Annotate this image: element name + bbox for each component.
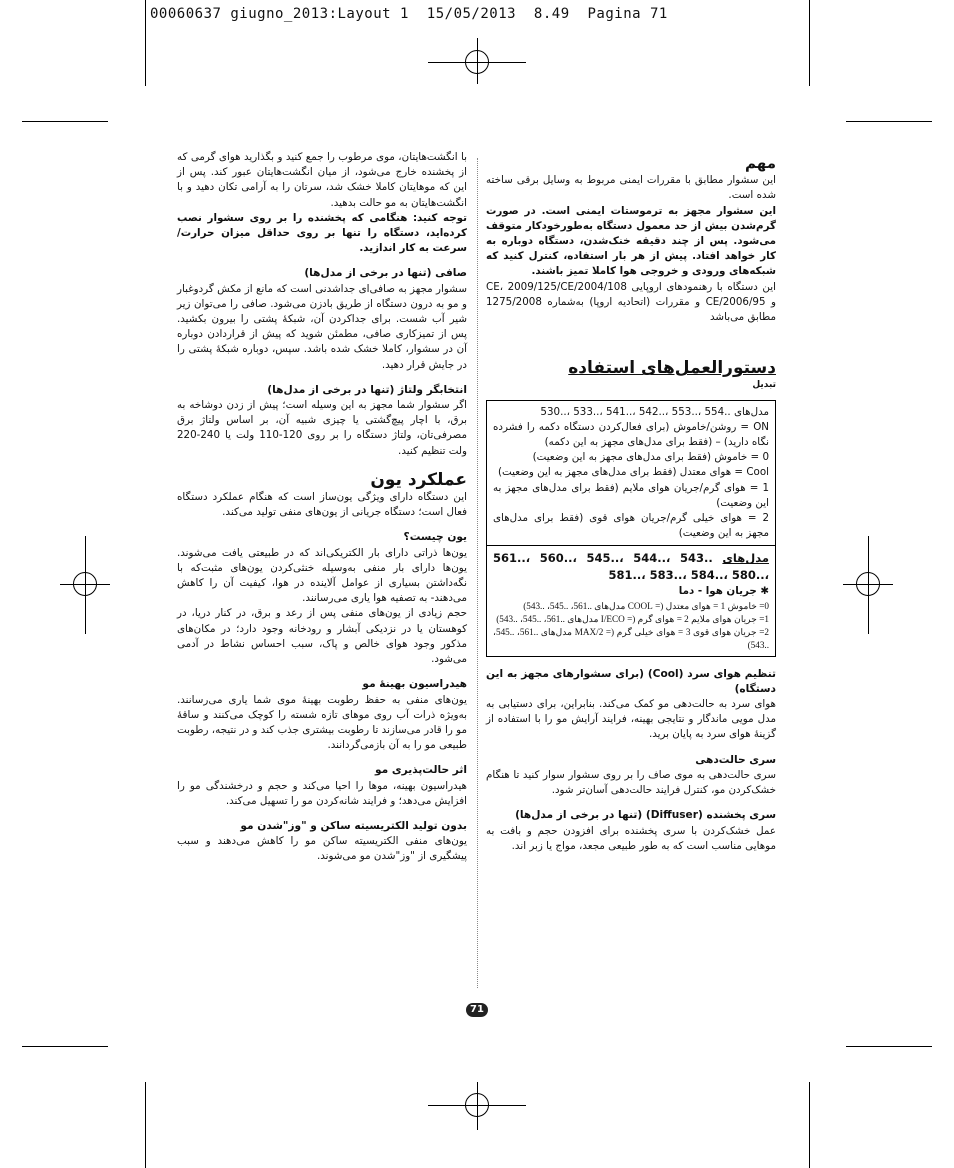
nozzle-title: سری حالت‌دهی <box>695 753 776 766</box>
right-column <box>486 156 776 854</box>
switch-row: 1 = هوای گرم/جریان هوای ملایم (فقط برای مدل‌های مجهز به این وضعیت) <box>493 481 769 509</box>
filter-paragraph: سشوار مجهز به صافی‌ای جداشدنی است که مانع از مکش گردوغبار و مو به درون دستگاه از طریق بادزن می‌شود. صافی را می‌توان زیر شیر آب شست. برای جداکردن آن، شبکهٔ پشتی را بیرون بکشید. پس از تمیزکاری صافی، مطمئن شوید که پیش از قراردادن دوباره آن در سشوار، کاملا خشک شده باشد. سپس، دوباره شبکهٔ پشتی را در جایش قرار دهید. <box>177 282 467 371</box>
cool-title: تنظیم هوای سرد (Cool) (برای سشوارهای مجهز به این دستگاه) <box>486 667 776 695</box>
models-list: ..543 ،..544 ،..545 ،..560 ،..561 ،..580 ،..584 ،..583 ،..581 <box>493 551 769 583</box>
ion-title: عملکرد یون <box>370 469 467 490</box>
hydration-title: هیدراسیون بهینهٔ مو <box>362 678 467 691</box>
switch-row: مدل‌های ..554 ،..553 ،..542 ،..541 ،..533 ،..530 <box>540 405 769 418</box>
what-is-ion-paragraph: یون‌ها ذراتی دارای بار الکتریکی‌اند که در طبیعتی یافت می‌شوند. یون‌ها دارای بار منفی به‌وسیله خنثی‌کردن یون‌های مثبت‌که با نگه‌داشتن بسیاری از عوامل آلاینده در هوا، کیفیت آن را کاهش می‌دهند- به تصفیه هوا یاری می‌رسانند. <box>177 546 467 605</box>
registration-mark <box>465 50 489 74</box>
diffuser-title: سری پخشنده (Diffuser) (تنها در برخی از مدل‌ها) <box>515 809 776 822</box>
page-number: 71 <box>466 1003 488 1017</box>
switch-row: 2 = هوای خیلی گرم/جریان هوای قوی (فقط برای مدل‌های مجهز به این وضعیت) <box>493 512 769 540</box>
cool-paragraph: هوای سرد به حالت‌دهی مو کمک می‌کند. بنابراین، برای دستیابی به مدل مویی ماندگار و نتایجی بهینه، فرایند آرایش مو را با استفاده از گزینهٔ هوای سرد به پایان برید. <box>486 698 776 741</box>
diffuser-note: توجه کنید: هنگامی که پخشنده را بر روی سشوار نصب کرده‌اید، دستگاه را تنها بر روی حداقل میزان حرارت/سرعت به کار اندازید. <box>177 211 467 255</box>
thermostat-paragraph: این سشوار مجهز به ترموستات ایمنی است. در صورت گرم‌شدن بیش از حد معمول دستگاه به‌طورخودکار متوقف می‌شود. پس از چند دقیقه خنک‌شدن، دستگاه دوباره به کار خواهد افتاد. پیش از هر بار استفاده، کنترل کنید که شبکه‌های ورودی و خروجی هوا کاملا تمیز باشند. <box>486 204 776 278</box>
crop-mark <box>846 1046 932 1047</box>
styling-title: اثر حالت‌پذیری مو <box>375 764 467 777</box>
safety-paragraph: این سشوار مطابق با مقررات ایمنی مربوط به وسایل برقی ساخته شده است. <box>486 174 776 202</box>
styling-paragraph: هیدراسیون بهینه، موها را احیا می‌کند و حجم و درخشندگی مو را افزایش می‌دهد؛ و فرایند شانه‌کردن مو را تسهیل می‌کند. <box>177 779 467 807</box>
ion-paragraph: این دستگاه دارای ویژگی یون‌ساز است که هنگام عملکرد دستگاه فعال است؛ دستگاه جریانی از یون‌های منفی تولید می‌کند. <box>177 491 467 519</box>
switch-row: Cool = هوای معتدل (فقط برای مدل‌های مجهز به این وضعیت) <box>497 466 769 479</box>
what-is-ion-paragraph-2: حجم زیادی از یون‌های منفی پس از رعد و برق، در کنار دریا، در کوهستان یا در نزدیکی آبشار و رودخانه وجود دارد؛ در مکان‌های مذکور وجود هوای خالص و پاک، سبب احساس نشاط در آدمی می‌شود. <box>177 607 467 666</box>
directives-paragraph: این دستگاه با رهنمودهای اروپایی 2004/108/CE، 2009/125/CE و 2006/95/CE و مقررات (اتحادیه اروپا) به‌شماره 1275/2008 مطابق می‌باشد <box>486 280 776 324</box>
diffuser-usage-paragraph: با انگشت‌هایتان، موی مرطوب را جمع کنید و بگذارید هوای گرمی که از پخشنده خارج می‌شود، از میان انگشت‌هایتان عبور کند. پس از این که موهایتان کاملا خشک شد، سرتان را به آرامی تکان دهید و با انگشت‌هایتان به مو حالت بدهید. <box>177 151 467 209</box>
crop-mark <box>22 121 108 122</box>
crop-mark <box>145 1082 146 1168</box>
left-column <box>177 150 467 865</box>
static-title: بدون تولید الکتریسیته ساکن و "وز"شدن مو <box>240 819 467 832</box>
filter-title: صافی (تنها در برخی از مدل‌ها) <box>304 267 467 280</box>
print-header: 00060637 giugno_2013:Layout 1 15/05/2013 8.49 Pagina 71 <box>150 6 668 22</box>
switch-table-2 <box>486 546 776 656</box>
models-label: مدل‌های <box>722 551 769 566</box>
voltage-title: انتخابگر ولتاژ (تنها در برخی از مدل‌ها) <box>267 383 467 396</box>
crop-mark <box>846 121 932 122</box>
registration-mark <box>73 572 97 596</box>
usage-title: دستورالعمل‌های استفاده <box>568 358 776 379</box>
switch-row: ON = روشن/خاموش (برای فعال‌کردن دستگاه دکمه را فشرده نگاه دارید) – (فقط برای مدل‌های مجهز به این دکمه) <box>493 420 769 449</box>
switch-row: 0 = خاموش (فقط برای مدل‌های مجهز به این وضعیت) <box>532 451 769 464</box>
registration-mark <box>465 1093 489 1117</box>
switch-row: 2= جریان هوای قوی 3 = هوای خیلی گرم (= 2/MAX مدل‌های ..561، ..545، ..543) <box>493 626 770 650</box>
switch-label: تبدیل <box>752 380 776 391</box>
column-divider <box>477 158 478 988</box>
hydration-paragraph: یون‌های منفی به حفظ رطوبت بهینهٔ موی شما یاری می‌رسانند. به‌ویژه ذرات آب روی موهای تازه شسته را کوچک می‌کنند و ساقهٔ مو را قادر می‌سازند تا رطوبت بیشتری جذب کند و در نتیجه، رطوبت طبیعی مو را به آن بازمی‌گردانند. <box>177 693 467 752</box>
voltage-paragraph: اگر سشوار شما مجهز به این وسیله است؛ پیش از زدن دوشاخه به برق، با اچار پیچ‌گشتی یا چیزی شبیه آن، بر اساس ولتاژ برق مصرفی‌تان، ولتاژ دستگاه را بر روی 120-110 ولت یا 240-220 ولت تنظیم کنید. <box>177 399 467 457</box>
crop-mark <box>145 0 146 86</box>
switch-table-1 <box>486 400 776 547</box>
nozzle-paragraph: سری حالت‌دهی به موی صاف را بر روی سشوار سوار کنید تا هنگام خشک‌کردن مو، کنترل فرایند حالت‌دهی آسان‌تر شود. <box>486 768 776 797</box>
important-title: مهم <box>745 154 776 172</box>
diffuser-paragraph: عمل خشک‌کردن با سری پخشنده برای افزودن حجم و بافت به موهایی مناسب است که به طور طبیعی مجعد، مواج یا زبر اند. <box>486 824 776 852</box>
what-is-ion-title: یون چیست؟ <box>403 531 467 544</box>
switch-row: 0= خاموش 1 = هوای معتدل (= COOL مدل‌های ..561، ..545، ..543) <box>523 600 769 611</box>
static-paragraph: یون‌های منفی الکتریسیته ساکن مو را کاهش می‌دهند و سبب پیشگیری از "وز"شدن مو می‌شوند. <box>177 835 467 863</box>
registration-mark <box>856 572 880 596</box>
fan-icon: ✱ <box>756 585 769 598</box>
crop-mark <box>809 1082 810 1168</box>
crop-mark <box>22 1046 108 1047</box>
crop-mark <box>809 0 810 86</box>
airflow-temp-label: جریان هوا - دما <box>678 585 757 598</box>
switch-row: 1= جریان هوای ملایم 2 = هوای گرم (= I/ECO مدل‌های ..561، ..545، ..543) <box>496 613 769 624</box>
